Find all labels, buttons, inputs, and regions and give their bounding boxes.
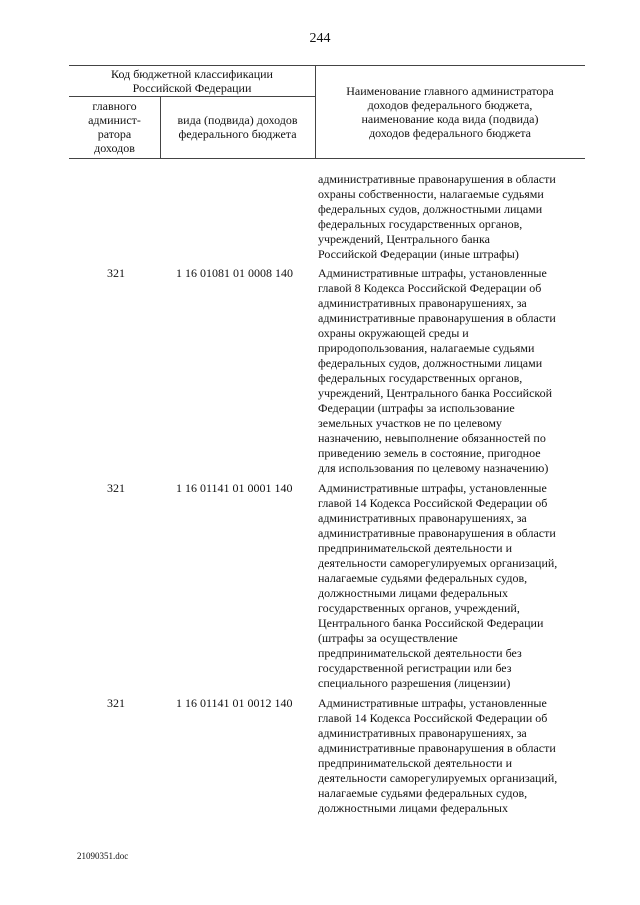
header-bottom-border bbox=[69, 158, 585, 159]
header-group-divider bbox=[69, 96, 315, 97]
document-filename: 21090351.doc bbox=[77, 851, 129, 861]
page-number: 244 bbox=[309, 31, 331, 46]
header-name-column: Наименование главного администратора доходов федерального бюджета, наименование кода вида (подвида) доходов федерального бюджета bbox=[346, 84, 554, 140]
row-admin-code: 321 bbox=[107, 696, 125, 710]
row-budget-code: 1 16 01141 01 0012 140 bbox=[176, 696, 293, 710]
row-name: Административные штрафы, установленные главой 14 Кодекса Российской Федерации об административных правонарушениях, за административные правонарушения в области предпринимательской деятельности и деятельности саморегулируемых организаций, налагаемые судьями федеральных судов, должностными лицами федеральных bbox=[318, 696, 558, 815]
row-name: Административные штрафы, установленные главой 14 Кодекса Российской Федерации об административных правонарушениях, за административные правонарушения в области предпринимательской деятельности и деятельности саморегулируемых организаций, налагаемые судьями федеральных судов, должностными лицами федеральных государственных органов, учреждений, Центрального банка Российской Федерации (штрафы за осуществление предпринимательской деятельности без государственной регистрации или без специального разрешения (лицензии) bbox=[318, 481, 558, 690]
row-budget-code: 1 16 01141 01 0001 140 bbox=[176, 481, 293, 495]
header-top-border bbox=[69, 65, 585, 66]
row-name: административные правонарушения в области охраны собственности, налагаемые судьями федеральных судов, должностными лицами федеральных государственных органов, учреждений, Центрального банка Российской Федерации (иные штрафы) bbox=[318, 172, 556, 261]
row-budget-code: 1 16 01081 01 0008 140 bbox=[176, 266, 293, 280]
header-admin-column: главного админист- ратора доходов bbox=[88, 99, 141, 155]
header-group-title: Код бюджетной классификации Российской Федерации bbox=[111, 67, 273, 95]
row-admin-code: 321 bbox=[107, 266, 125, 280]
row-admin-code: 321 bbox=[107, 481, 125, 495]
row-name: Административные штрафы, установленные главой 8 Кодекса Российской Федерации об административных правонарушениях, за административные правонарушения в области охраны окружающей среды и природопользования, налагаемые судьями федеральных судов, должностными лицами федеральных государственных органов, учреждений, Центрального банка Российской Федерации (штрафы за использование земельных участков не по целевому назначению, невыполнение обязанностей по приведению земель в состояние, пригодное для использования по целевому назначению) bbox=[318, 266, 556, 475]
header-type-column: вида (подвида) доходов федерального бюджета bbox=[177, 113, 298, 141]
